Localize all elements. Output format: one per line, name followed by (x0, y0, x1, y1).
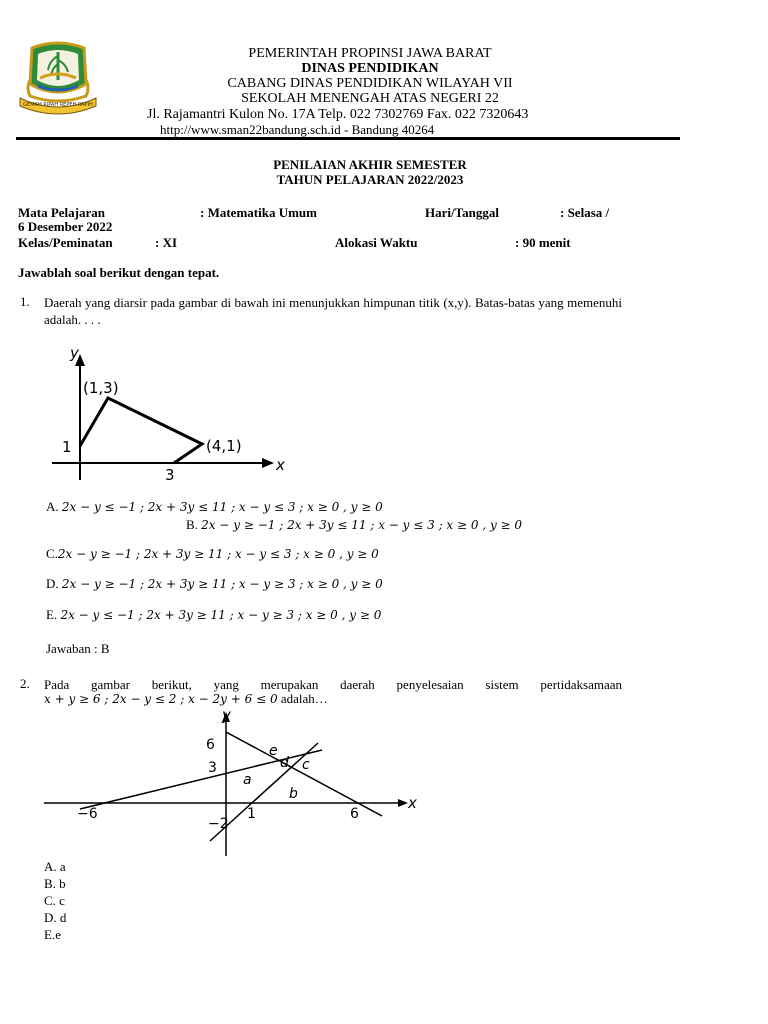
q1-x-label: x (276, 456, 285, 474)
q2-option-b[interactable]: B. b (44, 876, 66, 891)
day-label: Hari/Tanggal (425, 205, 499, 220)
q2-tick-y3: 3 (208, 760, 217, 776)
q2-option-c[interactable]: C. c (44, 893, 65, 908)
q1-graph (40, 340, 300, 485)
q2-tick-neg2: −2 (208, 816, 229, 832)
q1-text: Daerah yang diarsir pada gambar di bawah ini menunjukkan himpunan titik (x,y). Batas-batas yang memenuhi adalah. . . . (44, 295, 622, 327)
class-label: Kelas/Peminatan (18, 235, 113, 250)
exam-title: PENILAIAN AKHIR SEMESTER (273, 157, 467, 172)
q2-option-e[interactable]: E.e (44, 927, 61, 942)
q1-option-d-expr: 2x − y ≥ −1 ; 2x + 3y ≥ 11 ; x − y ≥ 3 ; x ≥ 0 , y ≥ 0 (61, 577, 383, 591)
day-value: : Selasa / (560, 205, 610, 220)
q2-y-label: y (222, 706, 231, 724)
q2-text: Pada gambar berikut, yang merupakan daerah penyelesaian sistem pertidaksamaan (44, 677, 622, 692)
time-value: : 90 menit (515, 235, 571, 250)
q2-tick-neg6: −6 (77, 806, 98, 822)
class-value: : XI (155, 235, 178, 250)
header-divider (16, 137, 680, 140)
instruction: Jawablah soal berikut dengan tepat. (18, 265, 220, 280)
q2-number: 2. (20, 676, 30, 691)
q1-option-b-letter: B. (186, 517, 198, 532)
q2-tick-x1: 1 (247, 806, 256, 822)
q2-region-e: e (269, 743, 278, 759)
subject-label: Mata Pelajaran (18, 205, 106, 220)
q1-y-label: y (70, 344, 79, 362)
subject-value: : Matematika Umum (200, 205, 317, 220)
q2-option-d[interactable]: D. d (44, 910, 67, 925)
q1-option-c[interactable] (46, 546, 379, 562)
q1-option-e[interactable] (46, 607, 381, 623)
q1-option-e-expr: 2x − y ≤ −1 ; 2x + 3y ≥ 11 ; x − y ≥ 3 ; x ≥ 0 , y ≥ 0 (60, 608, 382, 622)
q1-option-d[interactable] (46, 576, 383, 592)
q1-option-a[interactable] (46, 499, 383, 515)
header-website: http://www.sman22bandung.sch.id - Bandung 40264 (160, 122, 435, 137)
q2-x-arrow (398, 799, 408, 807)
q1-label-y1: 1 (62, 438, 72, 456)
q2-x-label: x (408, 794, 417, 812)
q1-point-top: (1,3) (83, 379, 119, 397)
q1-option-d-letter: D. (46, 576, 59, 591)
exam-year: TAHUN PELAJARAN 2022/2023 (276, 172, 464, 187)
school-emblem-logo (16, 40, 100, 118)
q1-point-right: (4,1) (206, 437, 242, 455)
q1-x-arrow (262, 458, 274, 468)
q1-option-a-expr: 2x − y ≤ −1 ; 2x + 3y ≤ 11 ; x − y ≤ 3 ; x ≥ 0 , y ≥ 0 (61, 500, 383, 514)
q2-expression: x + y ≥ 6 ; 2x − y ≤ 2 ; x − 2y + 6 ≤ 0 (44, 692, 278, 706)
logo-motto: GEMAH RIPAH REPEH RAPIH (23, 102, 93, 108)
q1-option-a-letter: A. (46, 499, 59, 514)
q2-region-c: c (302, 757, 310, 773)
q1-option-e-letter: E. (46, 607, 58, 622)
q2-tick-x6: 6 (350, 806, 359, 822)
q2-expression-suffix: adalah… (280, 691, 328, 706)
q2-graph (40, 706, 430, 858)
q1-number: 1. (20, 294, 30, 309)
time-label: Alokasi Waktu (335, 235, 418, 250)
header-government: PEMERINTAH PROPINSI JAWA BARAT (248, 46, 492, 61)
q1-region-boundary (80, 398, 202, 463)
q1-label-x3: 3 (165, 466, 175, 484)
q1-answer: Jawaban : B (46, 641, 110, 656)
q1-option-c-expr: 2x − y ≥ −1 ; 2x + 3y ≥ 11 ; x − y ≤ 3 ; x ≥ 0 , y ≥ 0 (57, 547, 379, 561)
date-value: 6 Desember 2022 (18, 219, 113, 234)
q1-option-c-letter: C. (46, 546, 58, 561)
q2-region-a: a (243, 772, 252, 788)
q2-region-b: b (289, 786, 298, 802)
q2-option-a[interactable]: A. a (44, 859, 66, 874)
header-school-name: SEKOLAH MENENGAH ATAS NEGERI 22 (241, 91, 499, 106)
q2-region-d: d (280, 755, 289, 771)
header-address: Jl. Rajamantri Kulon No. 17A Telp. 022 7302769 Fax. 022 7320643 (147, 107, 529, 122)
q1-option-b[interactable] (186, 517, 522, 533)
q2-tick-y6: 6 (206, 737, 215, 753)
header-branch: CABANG DINAS PENDIDIKAN WILAYAH VII (227, 76, 513, 91)
header-department: DINAS PENDIDIKAN (301, 61, 439, 76)
q2-expression-line (44, 691, 328, 707)
q1-option-b-expr: 2x − y ≥ −1 ; 2x + 3y ≤ 11 ; x − y ≤ 3 ; x ≥ 0 , y ≥ 0 (201, 518, 523, 532)
